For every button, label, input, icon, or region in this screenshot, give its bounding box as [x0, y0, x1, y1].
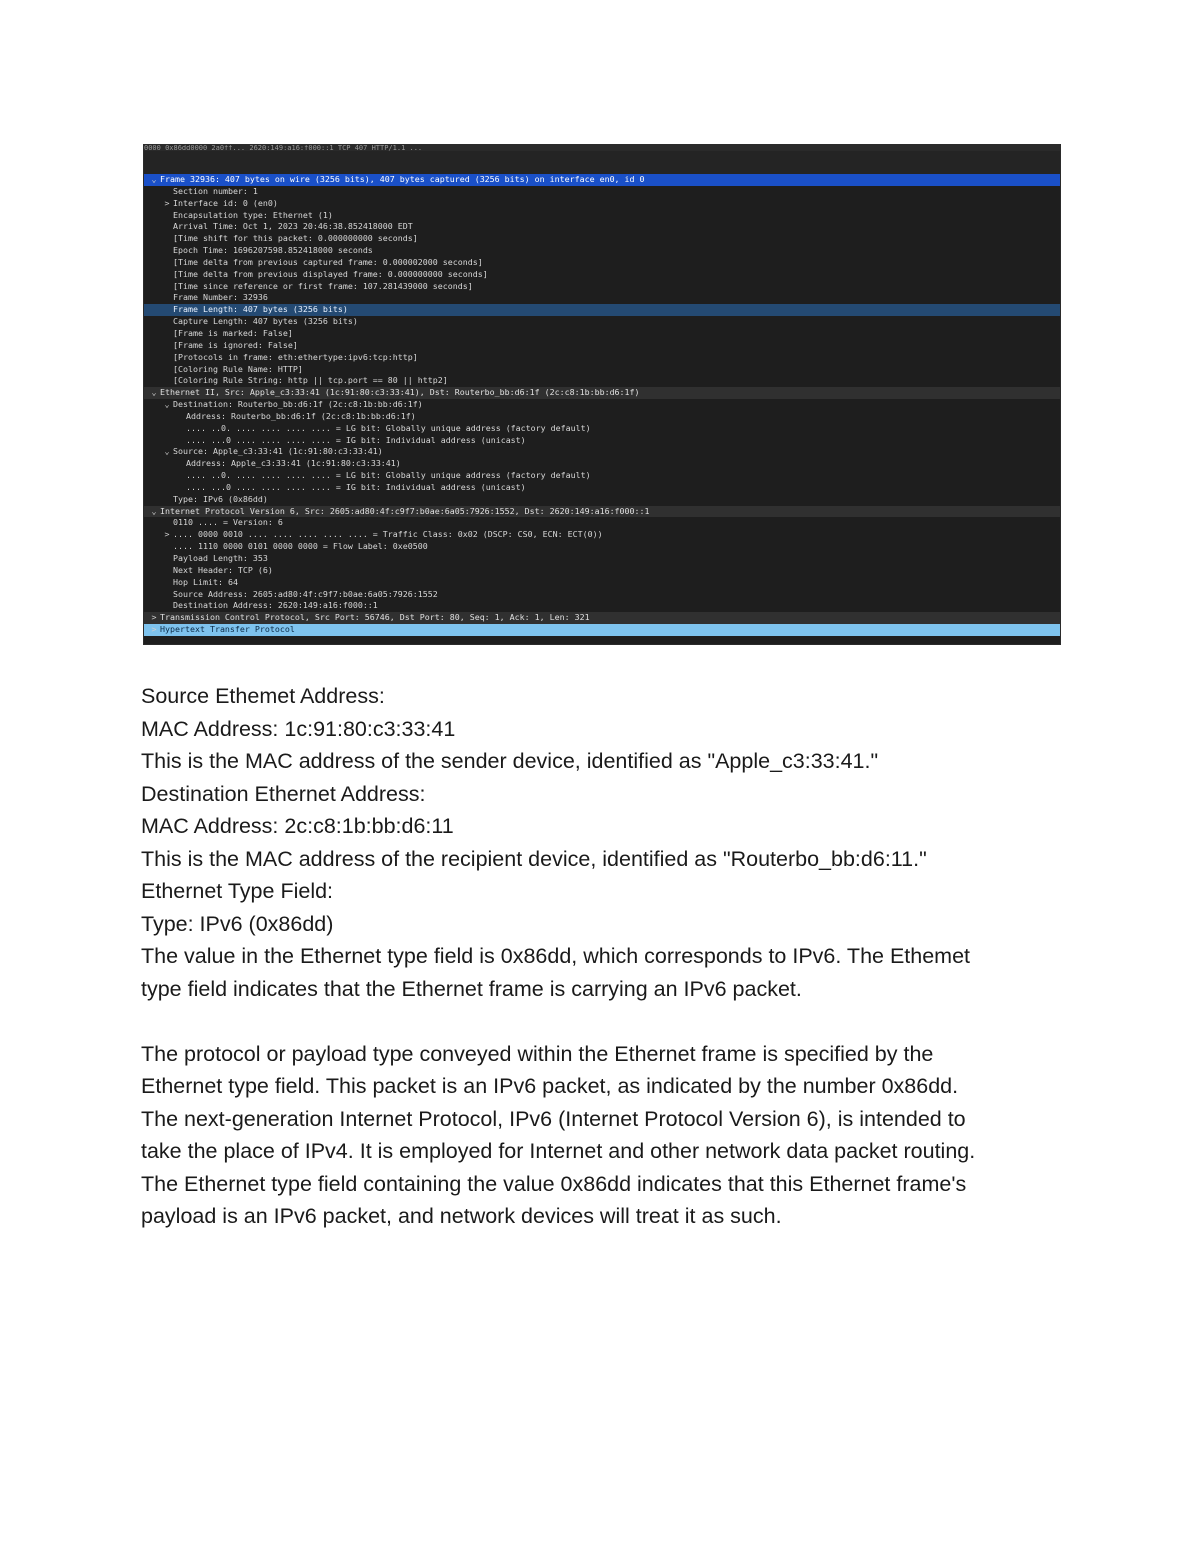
packet-detail-text: Internet Protocol Version 6, Src: 2605:ad80:4f:c9f7:b0ae:6a05:7926:1552, Dst: 2620:149:a16:f000::1	[160, 505, 650, 516]
packet-detail-row[interactable]	[144, 186, 1060, 198]
packet-detail-row[interactable]	[144, 423, 1060, 435]
packet-detail-row[interactable]	[144, 375, 1060, 387]
expand-toggle-icon[interactable]: >	[151, 624, 157, 635]
packet-detail-row[interactable]	[144, 198, 1060, 210]
packet-detail-text: Destination: Routerbo_bb:d6:1f (2c:c8:1b:bb:d6:1f)	[173, 399, 423, 410]
packet-detail-text: [Coloring Rule String: http || tcp.port == 80 || http2]	[173, 375, 448, 386]
packet-detail-text: .... 1110 0000 0101 0000 0000 = Flow Label: 0xe0500	[173, 541, 428, 552]
packet-detail-row[interactable]	[144, 482, 1060, 494]
packet-detail-row[interactable]	[144, 458, 1060, 470]
ethernet-explanation	[141, 1038, 1061, 1233]
wireshark-screenshot	[143, 144, 1061, 645]
packet-detail-text: .... 0000 0010 .... .... .... .... .... = Traffic Class: 0x02 (DSCP: CS0, ECN: ECT(0))	[173, 529, 603, 540]
packet-detail-text: Frame 32936: 407 bytes on wire (3256 bits), 407 bytes captured (3256 bits) on interface en0, id 0	[160, 174, 645, 184]
packet-detail-row[interactable]	[144, 600, 1060, 612]
packet-details-tree	[144, 174, 1060, 636]
packet-detail-text: Ethernet II, Src: Apple_c3:33:41 (1c:91:80:c3:33:41), Dst: Routerbo_bb:d6:1f (2c:c8:1b:bb:d6:1f)	[160, 387, 640, 398]
ethernet-summary	[141, 680, 1061, 1005]
text-line: Source Ethemet Address:	[141, 684, 385, 708]
packet-detail-row[interactable]	[144, 174, 1060, 186]
packet-detail-text: Transmission Control Protocol, Src Port: 56746, Dst Port: 80, Seq: 1, Ack: 1, Len: 321	[160, 612, 590, 623]
packet-detail-text: .... ..0. .... .... .... .... = LG bit: Globally unique address (factory default)	[186, 422, 591, 433]
packet-detail-row[interactable]	[144, 304, 1060, 316]
packet-detail-text: 0110 .... = Version: 6	[173, 517, 283, 528]
text-line: payload is an IPv6 packet, and network devices will treat it as such.	[141, 1204, 782, 1228]
packet-detail-text: Frame Length: 407 bytes (3256 bits)	[173, 304, 348, 315]
text-line: The next-generation Internet Protocol, IPv6 (Internet Protocol Version 6), is intended to	[141, 1106, 966, 1131]
packet-detail-text: Epoch Time: 1696207598.852418000 seconds	[173, 245, 373, 256]
packet-detail-text: [Coloring Rule Name: HTTP]	[173, 363, 303, 374]
packet-detail-row[interactable]	[144, 210, 1060, 222]
packet-detail-row[interactable]	[144, 494, 1060, 506]
packet-detail-row[interactable]	[144, 328, 1060, 340]
text-line: The Ethernet type field containing the value 0x86dd indicates that this Ethernet frame's	[141, 1171, 967, 1196]
expand-toggle-icon[interactable]: ⌄	[151, 174, 157, 184]
expand-toggle-icon[interactable]: >	[151, 612, 157, 623]
text-line: This is the MAC address of the sender device, identified as "Apple_c3:33:41."	[141, 749, 879, 773]
packet-detail-row[interactable]	[144, 529, 1060, 541]
text-line: Ethernet Type Field:	[141, 879, 334, 903]
packet-detail-text: [Time delta from previous displayed frame: 0.000000000 seconds]	[173, 268, 488, 279]
packet-detail-text: [Time since reference or first frame: 107.281439000 seconds]	[173, 280, 473, 291]
packet-detail-text: Capture Length: 407 bytes (3256 bits)	[173, 316, 358, 327]
text-line: MAC Address: 2c:c8:1b:bb:d6:11	[141, 814, 454, 838]
packet-detail-text: [Frame is ignored: False]	[173, 339, 298, 350]
expand-toggle-icon[interactable]: ⌄	[151, 387, 157, 398]
packet-detail-text: Frame Number: 32936	[173, 292, 268, 303]
packet-detail-row[interactable]	[144, 316, 1060, 328]
packet-detail-row[interactable]	[144, 340, 1060, 352]
packet-detail-text: [Frame is marked: False]	[173, 327, 293, 338]
packet-detail-row[interactable]	[144, 470, 1060, 482]
packet-detail-row[interactable]	[144, 411, 1060, 423]
expand-toggle-icon[interactable]: ⌄	[164, 446, 170, 457]
text-line: The protocol or payload type conveyed within the Ethernet frame is specified by the	[141, 1041, 934, 1066]
packet-detail-row[interactable]	[144, 541, 1060, 553]
expand-toggle-icon[interactable]: ⌄	[164, 399, 170, 410]
packet-detail-row[interactable]	[144, 506, 1060, 518]
packet-detail-row[interactable]	[144, 221, 1060, 233]
packet-detail-row[interactable]	[144, 553, 1060, 565]
packet-detail-row[interactable]	[144, 446, 1060, 458]
text-line: Destination Ethernet Address:	[141, 781, 426, 806]
packet-detail-text: Source: Apple_c3:33:41 (1c:91:80:c3:33:41)	[173, 446, 383, 457]
packet-detail-row[interactable]	[144, 517, 1060, 529]
packet-detail-row[interactable]	[144, 233, 1060, 245]
packet-detail-row[interactable]	[144, 269, 1060, 281]
packet-detail-row[interactable]	[144, 589, 1060, 601]
text-line: Ethernet type field. This packet is an IPv6 packet, as indicated by the number 0x86dd.	[141, 1074, 959, 1098]
packet-detail-text: Hop Limit: 64	[173, 576, 238, 587]
packet-detail-text: Destination Address: 2620:149:a16:f000::1	[173, 600, 378, 611]
text-line: The value in the Ethernet type field is 0x86dd, which corresponds to IPv6. The Ethemet	[141, 944, 971, 968]
paragraph-gap	[141, 1005, 1061, 1038]
packet-detail-text: [Protocols in frame: eth:ethertype:ipv6:tcp:http]	[173, 351, 418, 362]
packet-detail-row[interactable]	[144, 352, 1060, 364]
packet-detail-row[interactable]	[144, 399, 1060, 411]
packet-detail-row[interactable]	[144, 245, 1060, 257]
packet-list-gap	[144, 151, 1060, 176]
packet-detail-row[interactable]	[144, 387, 1060, 399]
packet-detail-text: Source Address: 2605:ad80:4f:c9f7:b0ae:6a05:7926:1552	[173, 588, 438, 599]
packet-detail-text: Encapsulation type: Ethernet (1)	[173, 209, 333, 220]
packet-detail-text: .... ...0 .... .... .... .... = IG bit: Individual address (unicast)	[186, 481, 526, 492]
packet-detail-row[interactable]	[144, 364, 1060, 376]
text-line: This is the MAC address of the recipient device, identified as "Routerbo_bb:d6:11."	[141, 846, 927, 871]
packet-detail-text: [Time shift for this packet: 0.000000000 seconds]	[173, 233, 418, 244]
packet-detail-row[interactable]	[144, 292, 1060, 304]
packet-list-strip: 0000 0x86dd0000 2a0ff... 2620:149:a16:f000::1 TCP 407 HTTP/1.1 ...	[144, 145, 1060, 151]
packet-detail-text: .... ..0. .... .... .... .... = LG bit: Globally unique address (factory default)	[186, 470, 591, 481]
packet-detail-text: Hypertext Transfer Protocol	[160, 624, 295, 635]
packet-detail-text: [Time delta from previous captured frame: 0.000002000 seconds]	[173, 256, 483, 267]
text-line: take the place of IPv4. It is employed for Internet and other network data packet routing.	[141, 1139, 976, 1163]
expand-toggle-icon[interactable]: >	[164, 529, 170, 540]
packet-detail-text: Arrival Time: Oct 1, 2023 20:46:38.852418000 EDT	[173, 221, 413, 232]
packet-detail-text: Interface id: 0 (en0)	[173, 197, 278, 208]
text-line: type field indicates that the Ethernet frame is carrying an IPv6 packet.	[141, 976, 802, 1001]
packet-detail-text: Next Header: TCP (6)	[173, 564, 273, 575]
packet-detail-text: Address: Apple_c3:33:41 (1c:91:80:c3:33:41)	[186, 458, 401, 469]
document-body	[141, 680, 1061, 1233]
packet-detail-text: .... ...0 .... .... .... .... = IG bit: Individual address (unicast)	[186, 434, 526, 445]
expand-toggle-icon[interactable]: >	[164, 197, 170, 208]
packet-detail-row[interactable]	[144, 435, 1060, 447]
packet-detail-row[interactable]	[144, 565, 1060, 577]
packet-detail-row[interactable]	[144, 257, 1060, 269]
text-line: Type: IPv6 (0x86dd)	[141, 911, 334, 936]
packet-detail-text: Payload Length: 353	[173, 553, 268, 563]
packet-detail-row[interactable]	[144, 612, 1060, 624]
packet-detail-row[interactable]	[144, 624, 1060, 636]
packet-detail-text: Address: Routerbo_bb:d6:1f (2c:c8:1b:bb:d6:1f)	[186, 410, 416, 421]
packet-detail-row[interactable]	[144, 577, 1060, 589]
packet-detail-text: Type: IPv6 (0x86dd)	[173, 493, 268, 504]
packet-detail-text: Section number: 1	[173, 185, 258, 196]
expand-toggle-icon[interactable]: ⌄	[151, 505, 157, 516]
text-line: MAC Address: 1c:91:80:c3:33:41	[141, 716, 456, 741]
packet-detail-row[interactable]	[144, 281, 1060, 293]
